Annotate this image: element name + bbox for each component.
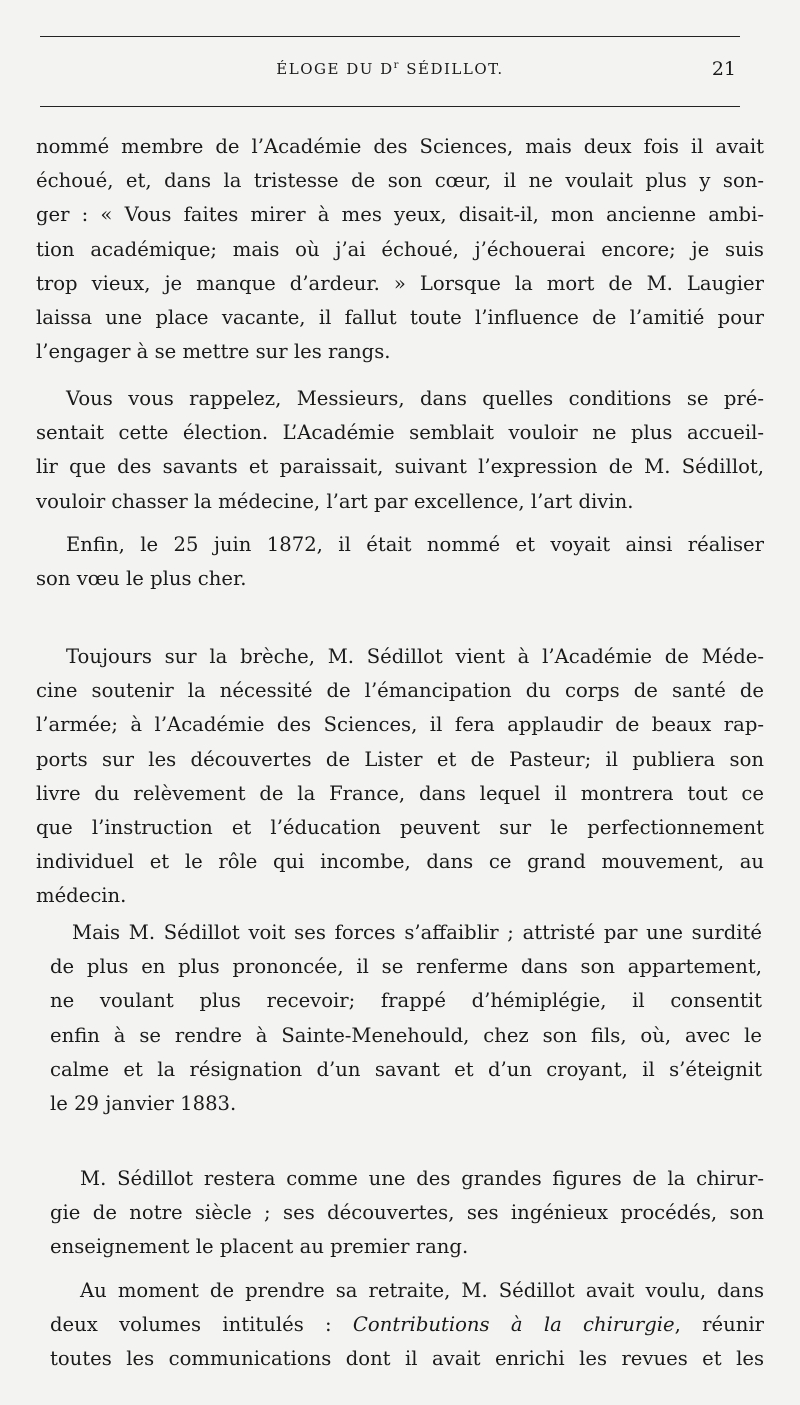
header-bottom-rule [40, 106, 740, 107]
text-line: son vœu le plus cher. [36, 567, 247, 591]
paragraph-1 [36, 130, 764, 369]
text-line: enseignement le placent au premier rang. [50, 1235, 469, 1259]
text-line: Mais M. Sédillot voit ses forces s’affaiblir ; attristé par une surdité [72, 921, 762, 944]
paragraph-3 [36, 528, 764, 596]
text-line: Toujours sur la brèche, M. Sédillot vient à l’Académie de Méde- [66, 645, 764, 668]
text-line: vouloir chasser la médecine, l’art par excellence, l’art divin. [36, 489, 634, 513]
text-fragment: , réunir [674, 1313, 764, 1337]
running-title [40, 60, 740, 78]
paragraph-4 [36, 640, 764, 914]
paragraph-7 [50, 1274, 764, 1377]
text-line: tion académique; mais où j’ai échoué, j’échouerai encore; je suis [36, 237, 764, 261]
text-line [50, 1308, 764, 1342]
text-line: lir que des savants et paraissait, suivant l’expression de M. Sédillot, [36, 455, 764, 479]
text-line: médecin. [36, 884, 127, 908]
text-line: l’engager à se mettre sur les rangs. [36, 340, 391, 364]
text-fragment: deux volumes intitulés : [50, 1313, 353, 1337]
running-head [40, 60, 740, 88]
running-title-name: SÉDILLOT. [399, 60, 504, 78]
text-line: que l’instruction et l’éducation peuvent sur le perfectionnement [36, 816, 764, 840]
text-line: ports sur les découvertes de Lister et de Pasteur; il publiera son [36, 747, 764, 771]
running-title-superscript: r [393, 60, 400, 71]
text-line: échoué, et, dans la tristesse de son cœur, il ne voulait plus y son- [36, 169, 764, 193]
text-line: calme et la résignation d’un savant et d’un croyant, il s’éteignit [50, 1057, 762, 1081]
text-line: ger : « Vous faites mirer à mes yeux, disait-il, mon ancienne ambi- [36, 203, 764, 227]
text-line: individuel et le rôle qui incombe, dans ce grand mouvement, au [36, 850, 764, 874]
text-line: l’armée; à l’Académie des Sciences, il fera applaudir de beaux rap- [36, 713, 764, 737]
text-line: nommé membre de l’Académie des Sciences, mais deux fois il avait [36, 135, 764, 158]
text-line: Enfin, le 25 juin 1872, il était nommé et voyait ainsi réaliser [66, 533, 764, 556]
paragraph-5 [50, 916, 762, 1121]
paragraph-6 [50, 1162, 764, 1265]
text-line: Vous vous rappelez, Messieurs, dans quelles conditions se pré- [66, 387, 764, 410]
text-line: M. Sédillot restera comme une des grandes figures de la chirur- [80, 1167, 764, 1190]
text-line: laissa une place vacante, il fallut toute l’influence de l’amitié pour [36, 306, 764, 330]
paragraph-2 [36, 382, 764, 519]
text-line: livre du relèvement de la France, dans lequel il montrera tout ce [36, 781, 764, 805]
page-number: 21 [711, 58, 736, 80]
text-line: enfin à se rendre à Sainte-Menehould, chez son fils, où, avec le [50, 1023, 762, 1047]
text-line: de plus en plus prononcée, il se renferme dans son appartement, [50, 955, 762, 979]
text-line: ne voulant plus recevoir; frappé d’hémiplégie, il consentit [50, 989, 762, 1013]
running-title-text: ÉLOGE DU D [276, 60, 394, 78]
text-line: cine soutenir la nécessité de l’émancipation du corps de santé de [36, 679, 764, 703]
text-line: sentait cette élection. L’Académie semblait vouloir ne plus accueil- [36, 421, 764, 445]
text-line: gie de notre siècle ; ses découvertes, ses ingénieux procédés, son [50, 1201, 764, 1225]
text-line: toutes les communications dont il avait enrichi les revues et les [50, 1347, 764, 1371]
book-title: Contributions à la chirurgie [352, 1313, 675, 1337]
text-line: Au moment de prendre sa retraite, M. Sédillot avait voulu, dans [80, 1279, 764, 1302]
header-top-rule [40, 36, 740, 37]
text-line: le 29 janvier 1883. [50, 1092, 237, 1116]
text-line: trop vieux, je manque d’ardeur. » Lorsque la mort de M. Laugier [36, 271, 764, 295]
